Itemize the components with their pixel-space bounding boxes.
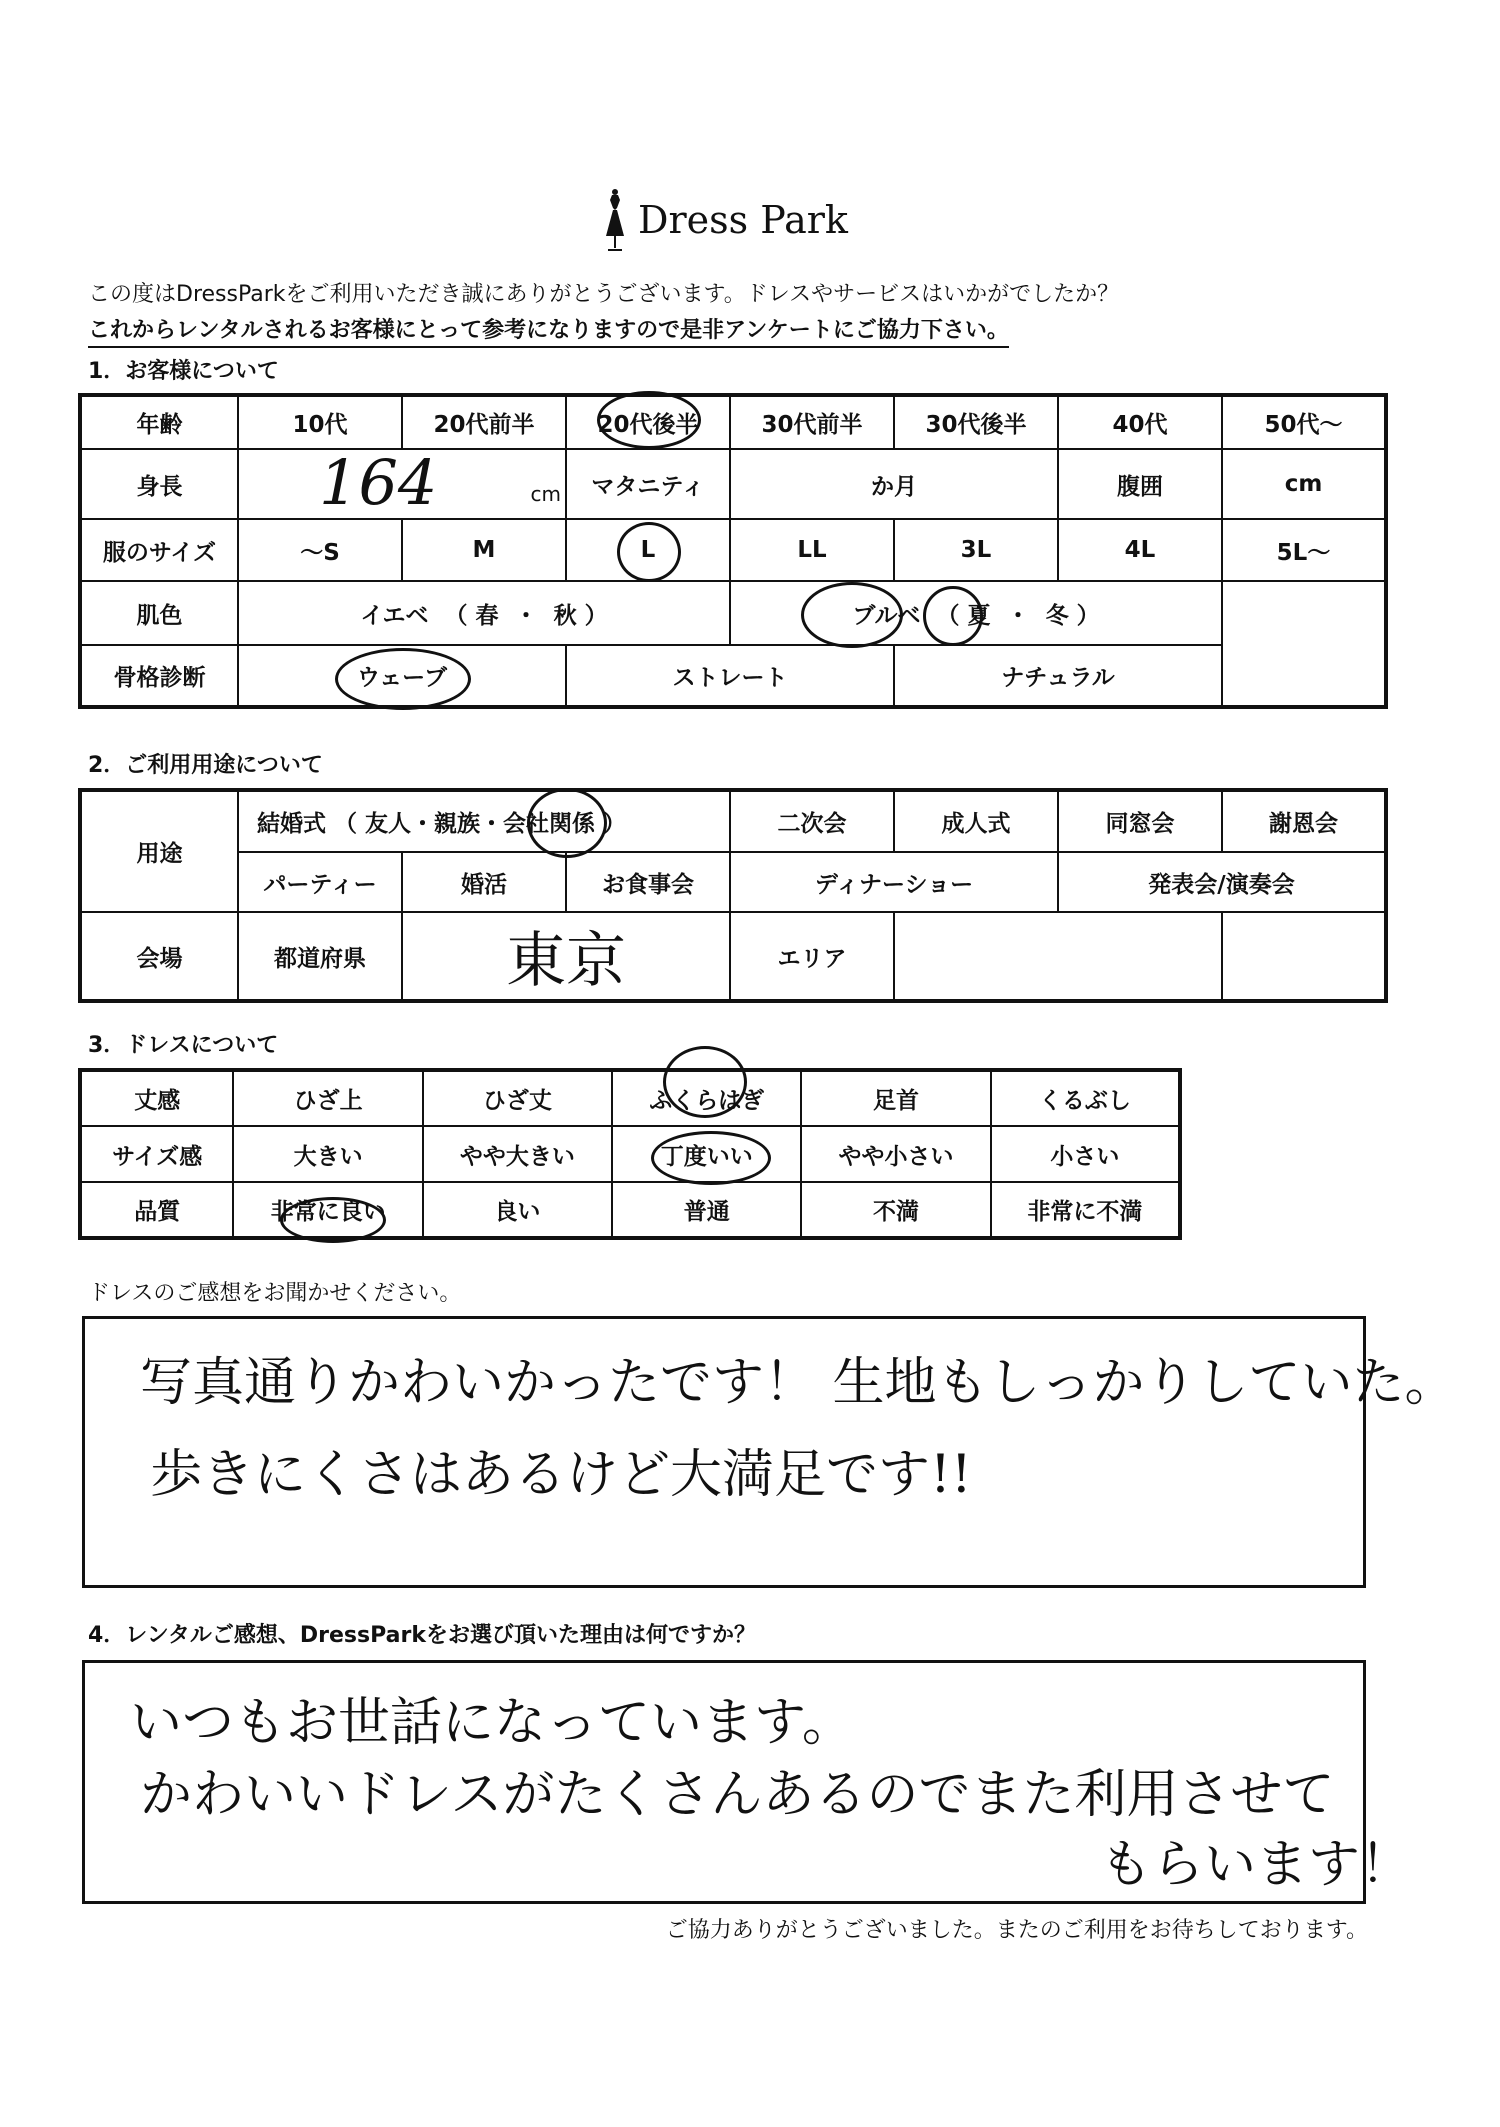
dress-form-icon: [600, 188, 630, 252]
size-label: 服のサイズ: [80, 519, 238, 581]
age-row: [80, 395, 1386, 449]
skeleton-option-selected[interactable]: ウェーブ: [238, 645, 566, 707]
age-option-selected[interactable]: 20代後半: [566, 395, 730, 449]
usage-option[interactable]: ディナーショー: [730, 852, 1058, 912]
size-option[interactable]: 3L: [894, 519, 1058, 581]
age-option[interactable]: 50代～: [1222, 395, 1386, 449]
height-value: 164: [319, 446, 438, 519]
brand-name: Dress Park: [638, 198, 848, 242]
size-option-selected[interactable]: L: [566, 519, 730, 581]
waist-unit: cm: [1284, 471, 1323, 497]
customer-table: [78, 393, 1388, 709]
venue-row: [80, 912, 1386, 1001]
fit-option[interactable]: 大きい: [233, 1126, 422, 1182]
prefecture-value: 東京: [506, 926, 626, 996]
quality-option-selected[interactable]: 非常に良い: [233, 1182, 422, 1238]
size-row: [80, 519, 1386, 581]
section-4-title: 4．レンタルご感想、DressParkをお選び頂いた理由は何ですか？: [88, 1623, 756, 1648]
fit-option[interactable]: やや大きい: [423, 1126, 612, 1182]
length-option[interactable]: ひざ上: [233, 1070, 422, 1126]
dress-table: [78, 1068, 1182, 1240]
quality-option[interactable]: 普通: [612, 1182, 801, 1238]
empty-cell: [1222, 645, 1386, 707]
maternity-label: マタニティ: [566, 449, 730, 519]
fit-label: サイズ感: [80, 1126, 233, 1182]
section-3-title: 3．ドレスについて: [88, 1033, 279, 1058]
comments-prompt: ドレスのご感想をお聞かせください。: [88, 1281, 462, 1306]
blue-base-cell[interactable]: ブルベ （ 夏 ・ 冬 ）: [730, 581, 1222, 645]
waist-label: 腹囲: [1058, 449, 1222, 519]
usage-option[interactable]: パーティー: [238, 852, 402, 912]
age-option[interactable]: 40代: [1058, 395, 1222, 449]
height-label: 身長: [80, 449, 238, 519]
section-1-title: 1．お客様について: [88, 359, 279, 384]
skeleton-row: [80, 645, 1386, 707]
usage-label: 用途: [80, 790, 238, 912]
usage-row-2: [80, 852, 1386, 912]
size-option[interactable]: 4L: [1058, 519, 1222, 581]
fit-option[interactable]: やや小さい: [801, 1126, 990, 1182]
reason-line-3: もらいます！: [1100, 1835, 1413, 1895]
quality-option[interactable]: 非常に不満: [991, 1182, 1180, 1238]
usage-option[interactable]: 発表会/演奏会: [1058, 852, 1386, 912]
quality-option[interactable]: 良い: [423, 1182, 612, 1238]
height-value-cell[interactable]: [238, 446, 566, 519]
age-option[interactable]: 20代前半: [402, 395, 566, 449]
usage-table: [78, 788, 1388, 1003]
prefecture-label: 都道府県: [238, 912, 402, 1001]
area-label: エリア: [730, 912, 894, 1001]
size-option[interactable]: 5L～: [1222, 519, 1386, 581]
length-option[interactable]: 足首: [801, 1070, 990, 1126]
skin-label: 肌色: [80, 581, 238, 645]
length-row: [80, 1070, 1180, 1126]
usage-option[interactable]: 同窓会: [1058, 790, 1222, 852]
skeleton-option[interactable]: ナチュラル: [894, 645, 1222, 707]
maternity-value-cell[interactable]: [730, 449, 1058, 519]
age-option[interactable]: 10代: [238, 395, 402, 449]
venue-label: 会場: [80, 912, 238, 1001]
usage-option[interactable]: お食事会: [566, 852, 730, 912]
usage-option[interactable]: 婚活: [402, 852, 566, 912]
waist-value-cell[interactable]: [1222, 449, 1386, 519]
usage-option[interactable]: 成人式: [894, 790, 1058, 852]
usage-row-1: [80, 790, 1386, 852]
quality-label: 品質: [80, 1182, 233, 1238]
size-option[interactable]: ～S: [238, 519, 402, 581]
intro-line-2: これからレンタルされるお客様にとって参考になりますので是非アンケートにご協力下さい。: [88, 313, 1009, 348]
footer-thanks: ご協力ありがとうございました。またのご利用をお待ちしております。: [665, 1918, 1368, 1943]
age-label: 年齢: [80, 395, 238, 449]
length-option[interactable]: ひざ丈: [423, 1070, 612, 1126]
length-label: 丈感: [80, 1070, 233, 1126]
comments-line-2: 歩きにくさはあるけど大満足です!!: [150, 1445, 972, 1505]
intro-line-1: この度はDressParkをご利用いただき誠にありがとうございます。ドレスやサービスはいかがでしたか？: [88, 282, 1120, 307]
usage-option[interactable]: 謝恩会: [1222, 790, 1386, 852]
skeleton-label: 骨格診断: [80, 645, 238, 707]
comments-line-1: 写真通りかわいかったです！ 生地もしっかりしていた。: [140, 1353, 1457, 1413]
height-row: [80, 449, 1386, 519]
size-option[interactable]: LL: [730, 519, 894, 581]
age-option[interactable]: 30代後半: [894, 395, 1058, 449]
age-option[interactable]: 30代前半: [730, 395, 894, 449]
skeleton-option[interactable]: ストレート: [566, 645, 894, 707]
quality-option[interactable]: 不満: [801, 1182, 990, 1238]
fit-row: [80, 1126, 1180, 1182]
size-option[interactable]: M: [402, 519, 566, 581]
area-value-cell[interactable]: [894, 912, 1222, 1001]
height-unit: cm: [530, 482, 561, 506]
length-option[interactable]: くるぶし: [991, 1070, 1180, 1126]
quality-row: [80, 1182, 1180, 1238]
prefecture-value-cell[interactable]: [402, 912, 730, 1001]
yellow-base-cell[interactable]: イエベ （ 春 ・ 秋 ）: [238, 581, 730, 645]
empty-cell: [1222, 581, 1386, 645]
month-unit: か月: [871, 473, 917, 500]
empty-cell: [1222, 912, 1386, 1001]
fit-option-selected[interactable]: 丁度いい: [612, 1126, 801, 1182]
brand-logo: [600, 188, 848, 252]
section-2-title: 2．ご利用用途について: [88, 753, 323, 778]
length-option-selected[interactable]: ふくらはぎ: [612, 1070, 801, 1126]
usage-option[interactable]: 二次会: [730, 790, 894, 852]
skin-row: [80, 581, 1386, 645]
fit-option[interactable]: 小さい: [991, 1126, 1180, 1182]
wedding-option[interactable]: 結婚式 （ 友人・親族・会社関係 ）: [238, 790, 730, 852]
reason-line-1: いつもお世話になっています。: [130, 1693, 854, 1753]
reason-line-2: かわいいドレスがたくさんあるのでまた利用させて: [140, 1765, 1335, 1825]
